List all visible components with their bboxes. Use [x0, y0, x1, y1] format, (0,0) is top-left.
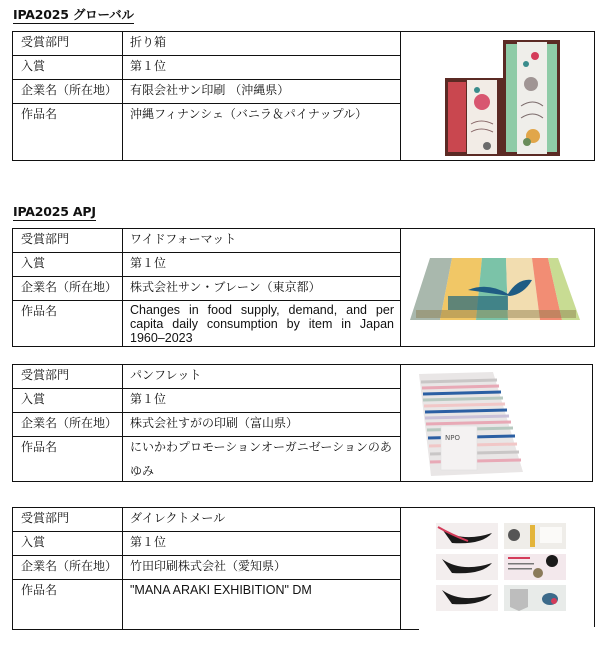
value-work-title: "MANA ARAKI EXHIBITION" DM [130, 583, 312, 597]
folding-box-product-image [423, 34, 573, 158]
value-company: 竹田印刷株式会社（愛知県） [130, 559, 287, 573]
label-company: 企業名（所在地） [21, 83, 118, 97]
image-cell [400, 229, 594, 346]
label-rank: 入賞 [21, 535, 46, 549]
table-row [13, 508, 400, 532]
value-category: ダイレクトメール [130, 511, 226, 525]
label-rank: 入賞 [21, 392, 46, 406]
label-company: 企業名（所在地） [21, 416, 118, 430]
label-category: 受賞部門 [21, 511, 70, 525]
value-rank: 第１位 [130, 256, 167, 270]
value-work-title: Changes in food supply, demand, and per capita daily consumption by item in Japan 1960–2023 [130, 303, 394, 345]
value-rank: 第１位 [130, 59, 167, 73]
image-cell [400, 32, 594, 160]
label-rank: 入賞 [21, 59, 46, 73]
direct-mail-cards-image [428, 519, 568, 619]
value-work-title: にいかわプロモーションオーガニゼーションのあゆみ [130, 440, 392, 478]
label-work-title: 作品名 [21, 304, 58, 318]
label-work-title: 作品名 [21, 440, 58, 454]
label-work-title: 作品名 [21, 107, 58, 121]
value-rank: 第１位 [130, 392, 167, 406]
table-row [13, 277, 400, 301]
table-row [13, 32, 400, 56]
table-row [13, 365, 400, 389]
table-row [13, 229, 400, 253]
image-cell [400, 508, 594, 629]
table-row [13, 556, 400, 580]
image-overlap [419, 627, 603, 631]
table-row [13, 532, 400, 556]
value-rank: 第１位 [130, 535, 167, 549]
table-row [13, 301, 400, 346]
value-company: 株式会社サン・ブレーン（東京都） [130, 280, 321, 294]
table-row [13, 580, 400, 629]
award-table-folding-box [12, 31, 595, 161]
section-heading-global: IPA2025 グローバル [13, 7, 134, 22]
label-category: 受賞部門 [21, 35, 70, 49]
value-company: 株式会社すがの印刷（富山県） [130, 416, 299, 430]
table-row [13, 56, 400, 80]
award-table-pamphlet [12, 364, 593, 482]
table-row [13, 253, 400, 277]
label-company: 企業名（所在地） [21, 280, 118, 294]
label-company: 企業名（所在地） [21, 559, 118, 573]
value-company: 有限会社サン印刷 （沖縄県） [130, 83, 290, 97]
award-table-wide-format [12, 228, 595, 347]
value-category: パンフレット [130, 368, 202, 382]
label-rank: 入賞 [21, 256, 46, 270]
svg-text:NPO: NPO [445, 434, 460, 442]
image-cell [400, 365, 592, 481]
value-category: ワイドフォーマット [130, 232, 237, 246]
section-heading-apj: IPA2025 APJ [13, 204, 96, 219]
table-row [13, 104, 400, 160]
pamphlet-image [415, 368, 525, 478]
value-work-title: 沖縄フィナンシェ（バニラ＆パイナップル） [130, 107, 368, 121]
label-category: 受賞部門 [21, 232, 70, 246]
value-category: 折り箱 [130, 35, 167, 49]
table-row [13, 437, 400, 481]
table-row [13, 413, 400, 437]
award-table-direct-mail [12, 507, 595, 630]
wide-format-print-image [408, 248, 588, 328]
table-row [13, 389, 400, 413]
label-work-title: 作品名 [21, 583, 58, 597]
table-row [13, 80, 400, 104]
label-category: 受賞部門 [21, 368, 70, 382]
